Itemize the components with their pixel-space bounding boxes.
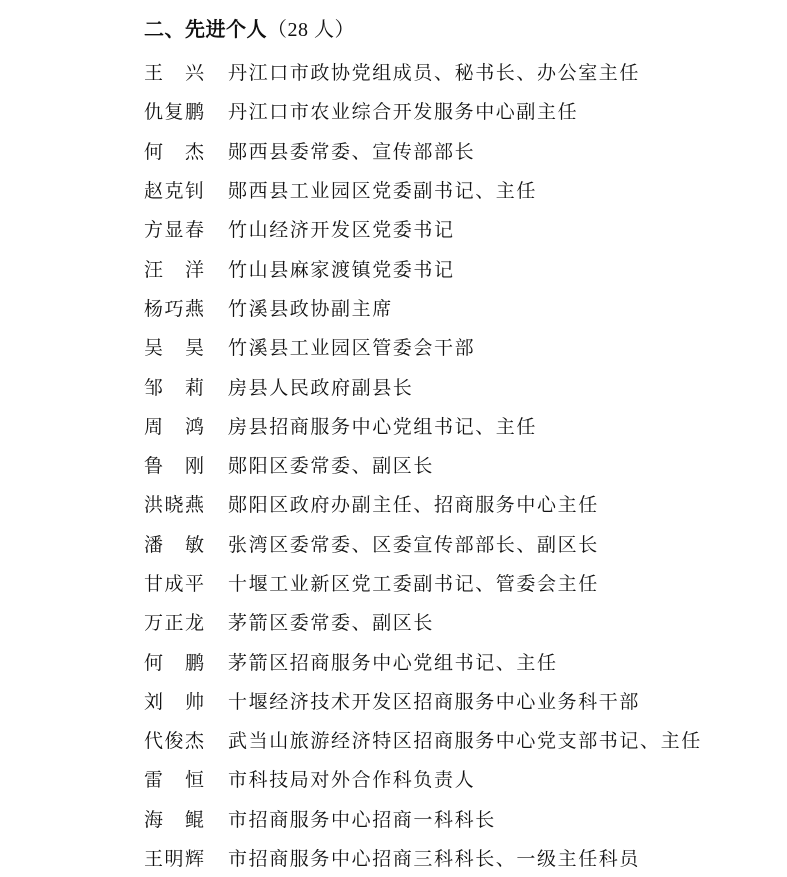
list-item — [144, 563, 764, 602]
person-title: 张湾区委常委、区委宣传部部长、副区长 — [228, 533, 599, 556]
person-title: 房县招商服务中心党组书记、主任 — [228, 415, 538, 438]
person-name: 刘 帅 — [144, 690, 206, 713]
list-item — [144, 641, 764, 680]
person-title: 竹山经济开发区党委书记 — [228, 219, 455, 242]
person-title: 竹溪县工业园区管委会干部 — [228, 337, 476, 360]
person-name: 汪 洋 — [144, 258, 206, 281]
person-name: 杨巧燕 — [144, 297, 206, 320]
person-name: 邹 莉 — [144, 376, 206, 399]
list-item — [144, 52, 764, 91]
person-title: 房县人民政府副县长 — [228, 376, 414, 399]
person-name: 甘成平 — [144, 573, 206, 595]
list-item — [144, 602, 764, 641]
section-heading-text: 二、先进个人 — [144, 17, 267, 41]
person-title: 茅箭区招商服务中心党组书记、主任 — [228, 651, 558, 674]
person-title: 丹江口市政协党组成员、秘书长、办公室主任 — [228, 62, 641, 85]
person-name: 雷 恒 — [144, 769, 206, 792]
person-name: 王 兴 — [144, 62, 206, 85]
list-item — [144, 759, 764, 798]
person-title: 市招商服务中心招商一科科长 — [228, 808, 496, 831]
list-item — [144, 799, 764, 838]
list-item — [144, 720, 764, 759]
list-item — [144, 248, 764, 287]
person-title: 十堰经济技术开发区招商服务中心业务科干部 — [228, 690, 641, 713]
person-name: 何 鹏 — [144, 651, 206, 674]
person-title: 竹山县麻家渡镇党委书记 — [228, 258, 455, 281]
person-name: 仇复鹏 — [144, 101, 206, 124]
person-title: 茅箭区委常委、副区长 — [228, 612, 435, 635]
person-title: 郧西县工业园区党委副书记、主任 — [228, 180, 538, 203]
list-item — [144, 209, 764, 248]
list-item — [144, 838, 764, 877]
person-name: 鲁 刚 — [144, 455, 206, 478]
person-name: 赵克钊 — [144, 180, 206, 203]
list-item — [144, 484, 764, 523]
list-item — [144, 445, 764, 484]
person-name: 方显春 — [144, 219, 206, 242]
person-title: 郧阳区委常委、副区长 — [228, 455, 435, 478]
advanced-individuals-list — [144, 52, 764, 877]
list-item — [144, 327, 764, 366]
person-title: 市招商服务中心招商三科科长、一级主任科员 — [228, 848, 641, 871]
person-name: 吴 昊 — [144, 337, 206, 360]
person-title: 丹江口市农业综合开发服务中心副主任 — [228, 101, 579, 124]
list-item — [144, 406, 764, 445]
person-name: 海 鲲 — [144, 808, 206, 831]
person-name: 代俊杰 — [144, 730, 206, 753]
person-title: 竹溪县政协副主席 — [228, 297, 393, 320]
person-title: 郧阳区政府办副主任、招商服务中心主任 — [228, 494, 599, 517]
list-item — [144, 170, 764, 209]
list-item — [144, 524, 764, 563]
person-name: 何 杰 — [144, 140, 206, 163]
section-heading — [144, 14, 355, 45]
person-title: 十堰工业新区党工委副书记、管委会主任 — [228, 573, 599, 595]
list-item — [144, 131, 764, 170]
section-count: （28 人） — [267, 19, 355, 41]
person-title: 武当山旅游经济特区招商服务中心党支部书记、主任 — [228, 730, 702, 753]
list-item — [144, 681, 764, 720]
list-item — [144, 366, 764, 405]
person-name: 潘 敏 — [144, 533, 206, 556]
list-item — [144, 91, 764, 130]
list-item — [144, 288, 764, 327]
person-name: 洪晓燕 — [144, 494, 206, 517]
person-title: 郧西县委常委、宣传部部长 — [228, 140, 476, 163]
person-name: 万正龙 — [144, 612, 206, 635]
person-name: 王明辉 — [144, 848, 206, 871]
person-name: 周 鸿 — [144, 415, 206, 438]
person-title: 市科技局对外合作科负责人 — [228, 769, 476, 792]
